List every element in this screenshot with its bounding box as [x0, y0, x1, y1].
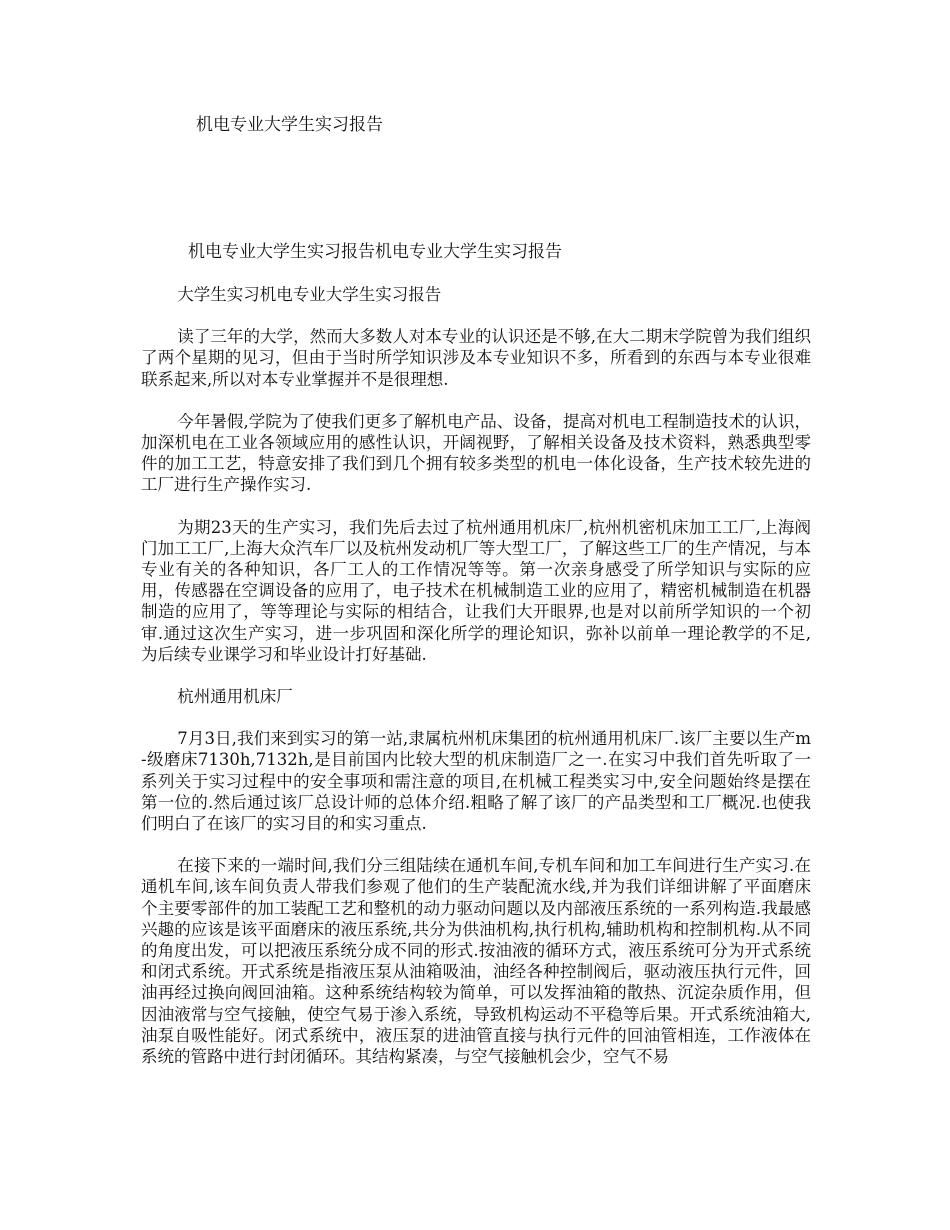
paragraph-intro-heading: 大学生实习机电专业大学生实习报告: [177, 285, 442, 304]
document-subtitle: 机电专业大学生实习报告机电专业大学生实习报告: [188, 242, 562, 262]
paragraph: 今年暑假,学院为了使我们更多了解机电产品、设备，提高对机电工程制造技术的认识，加深机电在工业各领域应用的感性认识，开阔视野，了解相关设备及技术资料，熟悉典型零件的加工工艺，特意安排了我们到几个拥有较多类型的机电一体化设备，生产技术较先进的工厂进行生产操作实习.: [141, 411, 811, 495]
paragraph: 为期23天的生产实习，我们先后去过了杭州通用机床厂,杭州机密机床加工工厂,上海阀门加工工厂,上海大众汽车厂以及杭州发动机厂等大型工厂，了解这些工厂的生产情况，与本专业有关的各种知识，各厂工人的工作情况等等。第一次亲身感受了所学知识与实际的应用，传感器在空调设备的应用了，电子技术在机械制造工业的应用了，精密机械制造在机器制造的应用了，等等理论与实际的相结合，让我们大开眼界,也是对以前所学知识的一个初审.通过这次生产实习，进一步巩固和深化所学的理论知识，弥补以前单一理论教学的不足,为后续专业课学习和毕业设计打好基础.: [141, 517, 811, 664]
section-heading: 杭州通用机床厂: [177, 687, 293, 707]
document-body: [141, 284, 811, 1088]
paragraph: 在接下来的一端时间,我们分三组陆续在通机车间,专机车间和加工车间进行生产实习.在通机车间,该车间负责人带我们参观了他们的生产装配流水线,并为我们详细讲解了平面磨床个主要零部件的加工装配工艺和整机的动力驱动问题以及内部液压系统的一系列构造.我最感兴趣的应该是该平面磨床的液压系统,共分为供油机构,执行机构,辅助机构和控制机构.从不同的角度出发，可以把液压系统分成不同的形式.按油液的循环方式，液压系统可分为开式系统和闭式系统。开式系统是指液压泵从油箱吸油，油经各种控制阀后，驱动液压执行元件，回油再经过换向阀回油箱。这种系统结构较为简单，可以发挥油箱的散热、沉淀杂质作用，但因油液常与空气接触，使空气易于渗入系统，导致机构运动不平稳等后果。开式系统油箱大,油泵自吸性能好。闭式系统中，液压泵的进油管直接与执行元件的回油管相连，工作液体在系统的管路中进行封闭循环。其结构紧凑，与空气接触机会少，空气不易: [141, 856, 811, 1067]
paragraph: 7月3日,我们来到实习的第一站,隶属杭州机床集团的杭州通用机床厂.该厂主要以生产m-级磨床7130h,7132h,是目前国内比较大型的机床制造厂之一.在实习中我们首先听取了一系列关于实习过程中的安全事项和需注意的项目,在机械工程类实习中,安全问题始终是摆在第一位的.然后通过该厂总设计师的总体介绍.粗略了解了该厂的产品类型和工厂概况.也使我们明白了在该厂的实习目的和实习重点.: [141, 729, 811, 834]
document-title: 机电专业大学生实习报告: [196, 115, 383, 135]
paragraph: 读了三年的大学，然而大多数人对本专业的认识还是不够,在大二期末学院曾为我们组织了两个星期的见习，但由于当时所学知识涉及本专业知识不多，所看到的东西与本专业很难联系起来,所以对本专业掌握并不是很理想.: [141, 327, 811, 389]
